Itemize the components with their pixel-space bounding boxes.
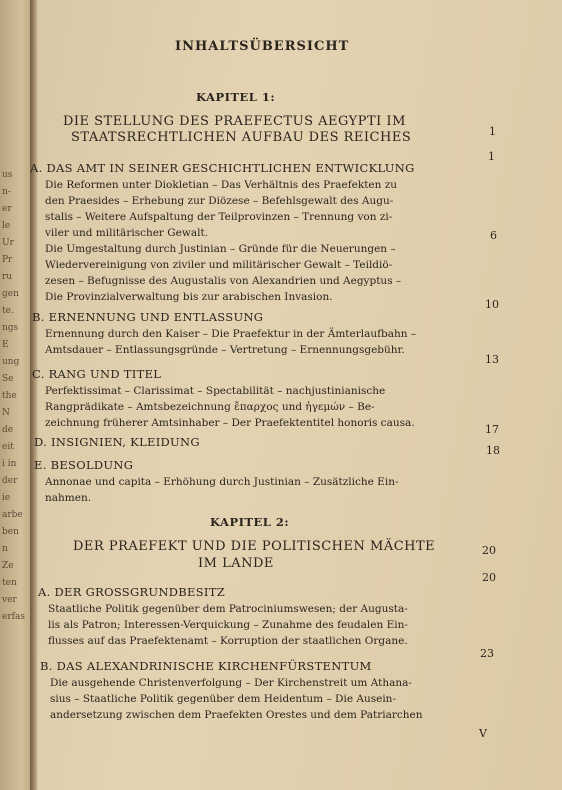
previous-page-fragment: Pr — [2, 255, 13, 265]
section-a-line: Wiedervereinigung von ziviler und militärischer Gewalt – Teildiö- — [45, 259, 393, 271]
section-2b-page: 23 — [480, 647, 494, 660]
previous-page-fragment: arbe — [2, 510, 23, 520]
previous-page-fragment: erfas — [2, 612, 25, 622]
previous-page-fragment: eit — [2, 442, 14, 452]
section-b-page: 10 — [485, 298, 499, 311]
section-c-line: Perfektissimat – Clarissimat – Spectabilität – nachjustinianische — [45, 385, 386, 397]
chapter-1-page: 1 — [489, 125, 496, 138]
previous-page-fragment: Ze — [2, 561, 14, 571]
previous-page-fragment: us — [2, 170, 13, 180]
previous-page-fragment: ver — [2, 595, 17, 605]
section-a-line: zesen – Befugnisse des Augustalis von Alexandrien und Aegyptus – — [45, 275, 402, 287]
section-a-line: Die Umgestaltung durch Justinian – Gründe für die Neuerungen – — [45, 243, 396, 255]
previous-page-fragment: ten — [2, 578, 17, 588]
chapter-1-title-line-2: STAATSRECHTLICHEN AUFBAU DES REICHES — [71, 130, 412, 145]
section-b-heading: B. ERNENNUNG UND ENTLASSUNG — [32, 310, 264, 324]
chapter-2-title-line-2: IM LANDE — [198, 556, 274, 571]
section-c-line: Rangprädikate – Amtsbezeichnung ἔπαρχος und ἡγεμών – Be- — [45, 401, 375, 413]
section-2b-line: sius – Staatliche Politik gegenüber dem Heidentum – Die Ausein- — [50, 693, 396, 705]
section-a-line: viler und militärischer Gewalt. — [45, 227, 209, 239]
page-title: INHALTSÜBERSICHT — [175, 39, 350, 54]
section-a-page: 1 — [488, 150, 495, 163]
previous-page-fragment: ie — [2, 493, 11, 503]
section-c-page: 13 — [485, 353, 499, 366]
chapter-2-page: 20 — [482, 544, 496, 557]
section-2a-line: flusses auf das Praefektenamt – Korruption der staatlichen Organe. — [48, 635, 408, 647]
chapter-1-title-line-1: DIE STELLUNG DES PRAEFECTUS AEGYPTI IM — [63, 114, 406, 129]
previous-page-fragment: E — [2, 340, 9, 350]
section-b-line: Amtsdauer – Entlassungsgründe – Vertretung – Ernennungsgebühr. — [45, 344, 405, 356]
previous-page-fragment: le — [2, 221, 11, 231]
previous-page-fragment: ben — [2, 527, 19, 537]
section-c-heading: C. RANG UND TITEL — [32, 367, 162, 381]
previous-page-fragment: gen — [2, 289, 19, 299]
chapter-2-title-line-1: DER PRAEFEKT UND DIE POLITISCHEN MÄCHTE — [73, 539, 436, 554]
section-d-page: 17 — [485, 423, 499, 436]
previous-page-fragment: Ur — [2, 238, 14, 248]
previous-page-fragment: te. — [2, 306, 14, 316]
book-gutter — [30, 0, 38, 790]
section-2b-line: Die ausgehende Christenverfolgung – Der Kirchenstreit um Athana- — [50, 677, 412, 689]
previous-page-fragment: N — [2, 408, 10, 418]
previous-page-fragment: er — [2, 204, 12, 214]
previous-page-fragment: de — [2, 425, 14, 435]
previous-page-fragment: ru — [2, 272, 13, 282]
section-e-heading: E. BESOLDUNG — [34, 458, 134, 472]
folio: V — [479, 727, 487, 740]
section-a-subpage: 6 — [490, 229, 497, 242]
previous-page-fragment: Se — [2, 374, 14, 384]
section-b-line: Ernennung durch den Kaiser – Die Praefektur in der Ämterlaufbahn – — [45, 328, 417, 340]
section-e-line: Annonae und capita – Erhöhung durch Justinian – Zusätzliche Ein- — [45, 476, 399, 488]
section-a-heading: A. DAS AMT IN SEINER GESCHICHTLICHEN ENTWICKLUNG — [30, 161, 415, 175]
section-2a-line: lis als Patron; Interessen-Verquickung – Zunahme des feudalen Ein- — [48, 619, 408, 631]
section-2a-line: Staatliche Politik gegenüber dem Patrociniumswesen; der Augusta- — [48, 603, 408, 615]
previous-page-fragment: ung — [2, 357, 20, 367]
section-a-line: stalis – Weitere Aufspaltung der Teilprovinzen – Trennung von zi- — [45, 211, 393, 223]
section-2a-heading: A. DER GROSSGRUNDBESITZ — [38, 585, 226, 599]
section-a-line: den Praesides – Erhebung zur Diözese – Befehlsgewalt des Augu- — [45, 195, 394, 207]
previous-page-edge — [0, 0, 30, 790]
section-a-line: Die Reformen unter Diokletian – Das Verhältnis des Praefekten zu — [45, 179, 398, 191]
contents-page — [30, 0, 562, 790]
chapter-1-label: KAPITEL 1: — [196, 90, 276, 104]
previous-page-fragment: ngs — [2, 323, 19, 333]
section-e-page: 18 — [486, 444, 500, 457]
previous-page-fragment: n — [2, 544, 8, 554]
chapter-2-label: KAPITEL 2: — [210, 515, 290, 529]
section-a-line: Die Provinzialverwaltung bis zur arabischen Invasion. — [45, 291, 333, 303]
section-c-line: zeichnung früherer Amtsinhaber – Der Praefektentitel honoris causa. — [45, 417, 415, 429]
previous-page-fragment: n- — [2, 187, 11, 197]
previous-page-fragment: der — [2, 476, 18, 486]
previous-page-fragment: the — [2, 391, 17, 401]
section-2a-page: 20 — [482, 571, 496, 584]
section-2b-line: andersetzung zwischen dem Praefekten Orestes und dem Patriarchen — [50, 709, 423, 721]
previous-page-fragment: i in — [2, 459, 17, 469]
section-e-line: nahmen. — [45, 492, 92, 504]
section-d-heading: D. INSIGNIEN, KLEIDUNG — [34, 435, 200, 449]
section-2b-heading: B. DAS ALEXANDRINISCHE KIRCHENFÜRSTENTUM — [40, 659, 372, 673]
